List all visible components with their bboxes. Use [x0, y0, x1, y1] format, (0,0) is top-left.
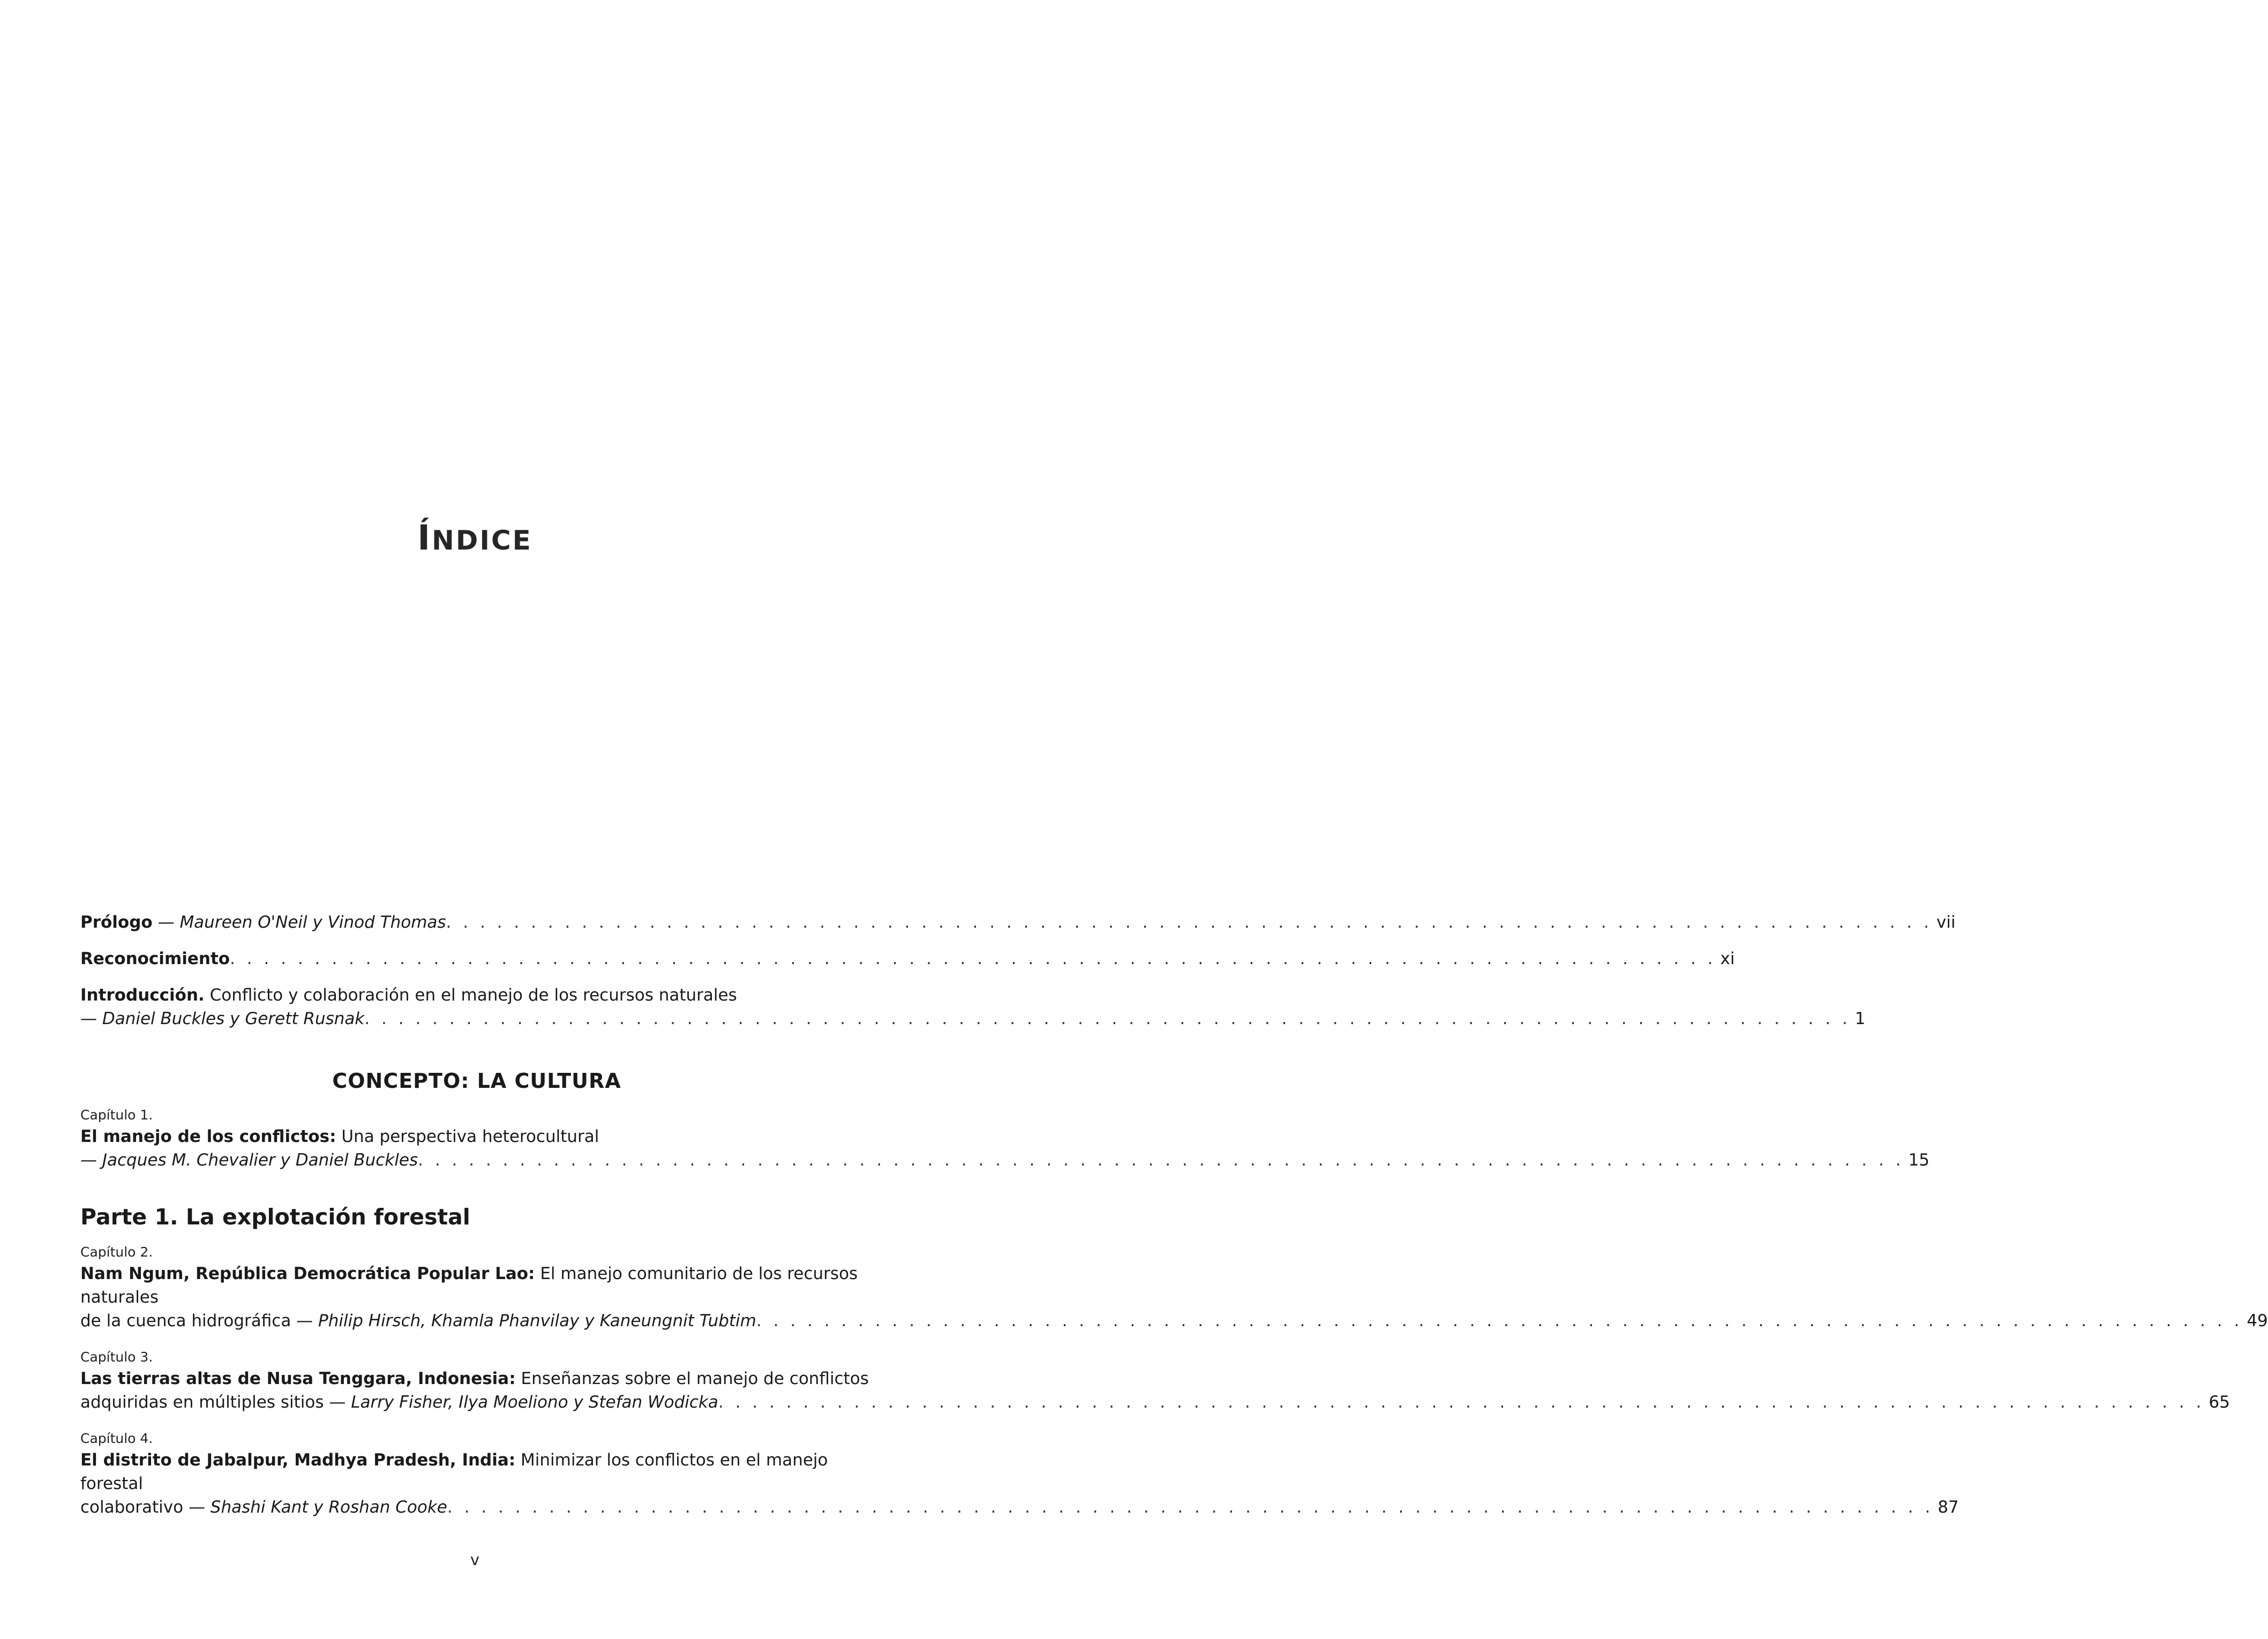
toc-entry-text: de la cuenca hidrográfica — Philip Hirsch, Khamla Phanvilay y Kaneungnit Tubtim: [80, 1311, 756, 1330]
page-title: [0, 518, 950, 558]
page-number: 87: [1937, 1498, 1959, 1517]
toc-entry-text: — Daniel Buckles y Gerett Rusnak: [80, 1009, 365, 1028]
page-number: 1: [1854, 1009, 1866, 1028]
page-number: 15: [1908, 1151, 1930, 1170]
table-of-contents: [80, 911, 2268, 1519]
toc-entry-text: colaborativo — Shashi Kant y Roshan Cooke: [80, 1498, 447, 1517]
toc-entry-line: El manejo de los conflictos: Una perspectiva heterocultural: [80, 1127, 599, 1146]
toc-entry-reconocimiento[interactable]: [80, 947, 1735, 971]
leader-dots: . . . . . . . . . . . . . . . . . . . . . . . . . . . . . . . . . . . . . . . . . . . . . . . . . . . . . . . . . . . . . . . . . . . . . . . . . . . . . . . . . . . . . . . .: [756, 1311, 2243, 1330]
page-number: vii: [1936, 913, 1956, 932]
section-heading-concepto: CONCEPTO: LA CULTURA: [332, 1069, 621, 1093]
leader-dots: . . . . . . . . . . . . . . . . . . . . . . . . . . . . . . . . . . . . . . . . . . . . . . . . . . . . . . . . . . . . . . . . . . . . . . . . . . . . . . . . . . . . . . . .: [418, 1151, 1904, 1170]
page-number: 49: [2247, 1311, 2268, 1330]
toc-entry-line: Las tierras altas de Nusa Tenggara, Indonesia: Enseñanzas sobre el manejo de conflictos: [80, 1369, 869, 1388]
chapter-label: Capítulo 4.: [80, 1431, 153, 1446]
toc-entry-chapter-4[interactable]: [80, 1429, 1959, 1519]
toc-entry-line: Introducción. Conflicto y colaboración en el manejo de los recursos naturales: [80, 986, 737, 1005]
leader-dots: . . . . . . . . . . . . . . . . . . . . . . . . . . . . . . . . . . . . . . . . . . . . . . . . . . . . . . . . . . . . . . . . . . . . . . . . . . . . . . . . . . . . . . . .: [718, 1393, 2205, 1412]
page-title-rest: NDICE: [432, 525, 532, 556]
leader-dots: . . . . . . . . . . . . . . . . . . . . . . . . . . . . . . . . . . . . . . . . . . . . . . . . . . . . . . . . . . . . . . . . . . . . . . . . . . . . . . . . . . . . . . . .: [230, 949, 1716, 968]
leader-dots: . . . . . . . . . . . . . . . . . . . . . . . . . . . . . . . . . . . . . . . . . . . . . . . . . . . . . . . . . . . . . . . . . . . . . . . . . . . . . . . . . . . . . . . .: [364, 1009, 1851, 1028]
toc-entry-text: Prólogo — Maureen O'Neil y Vinod Thomas: [80, 913, 446, 932]
toc-entry-chapter-2[interactable]: [80, 1243, 2268, 1333]
toc-entry-text: — Jacques M. Chevalier y Daniel Buckles: [80, 1151, 418, 1170]
page-number: 65: [2209, 1393, 2230, 1412]
leader-dots: . . . . . . . . . . . . . . . . . . . . . . . . . . . . . . . . . . . . . . . . . . . . . . . . . . . . . . . . . . . . . . . . . . . . . . . . . . . . . . . . . . . . . . . .: [447, 1498, 1934, 1517]
toc-entry-chapter-1[interactable]: [80, 1106, 1930, 1172]
chapter-label: Capítulo 2.: [80, 1244, 153, 1260]
page-folio: v: [470, 1551, 480, 1569]
toc-entry-text: Reconocimiento: [80, 949, 230, 968]
toc-entry-chapter-3[interactable]: [80, 1348, 2230, 1414]
part-heading: Parte 1. La explotación forestal: [80, 1204, 470, 1230]
toc-entry-text: adquiridas en múltiples sitios — Larry Fisher, Ilya Moeliono y Stefan Wodicka: [80, 1393, 718, 1412]
chapter-label: Capítulo 3.: [80, 1349, 153, 1365]
toc-entry-prologo[interactable]: [80, 911, 1956, 934]
page-title-initial: Í: [417, 518, 432, 558]
toc-entry-line: El distrito de Jabalpur, Madhya Pradesh, India: Minimizar los conflictos en el manejo forestal: [80, 1450, 828, 1493]
toc-entry-line: Nam Ngum, República Democrática Popular Lao: El manejo comunitario de los recursos naturales: [80, 1264, 858, 1307]
toc-entry-introduccion[interactable]: [80, 983, 1866, 1031]
chapter-label: Capítulo 1.: [80, 1107, 153, 1123]
page-number: xi: [1720, 949, 1735, 968]
leader-dots: . . . . . . . . . . . . . . . . . . . . . . . . . . . . . . . . . . . . . . . . . . . . . . . . . . . . . . . . . . . . . . . . . . . . . . . . . . . . . . . . . . . . . . . .: [446, 913, 1932, 932]
